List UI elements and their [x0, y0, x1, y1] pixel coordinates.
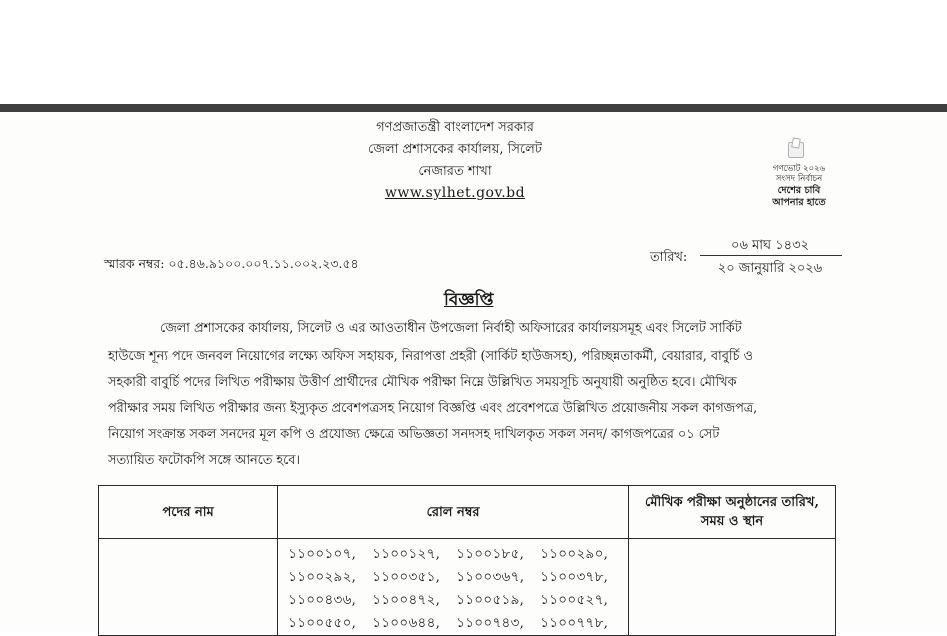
date-gregorian: ২০ জানুয়ারি ২০২৬ [717, 261, 823, 276]
body-line-2: হাউজে শূন্য পদে জনবল নিয়োগের লক্ষ্যে অফিস সহায়ক, নিরাপত্তা প্রহরী (সার্কিট হাউজসহ), পরিচ্ছন্নতাকর্মী, বেয়ারার, বাবুর্চি ও [108, 349, 753, 364]
roll-number: ১১০০৫১৯, [456, 592, 525, 608]
stamp-line-4: আপনার হাতে [772, 197, 826, 208]
roll-number: ১১০০২৯২, [288, 569, 357, 585]
post-name-cell [99, 539, 278, 636]
stamp-line-2: সংসদ নির্বাচন [775, 174, 823, 184]
header-post-name: পদের নাম [99, 486, 278, 539]
website-link[interactable]: www.sylhet.gov.bd [384, 185, 526, 201]
roll-line [288, 543, 628, 566]
roll-number: ১১০০৫২৭, [540, 592, 609, 608]
roll-table [98, 485, 836, 636]
body-line-4: পরীক্ষার সময় লিখিত পরীক্ষার জন্য ইস্যুকৃত প্রবেশপত্রসহ নিয়োগ বিজ্ঞপ্তি এবং প্রবেশপত্রে উল্লিখিত প্রয়োজনীয় সকল কাগজপত্র, [108, 401, 758, 416]
roll-number: ১১০০১৮৫, [456, 546, 525, 562]
roll-line [288, 612, 628, 635]
roll-numbers-cell [278, 539, 629, 636]
body-line-1: জেলা প্রশাসকের কার্যালয়, সিলেট ও এর আওতাধীন উপজেলা নির্বাহী অফিসারের কার্যালয়সমূহ এবং সিলেট সার্কিট [160, 321, 742, 336]
notice-title: বিজ্ঞপ্তি [444, 290, 494, 310]
header-viva-schedule [629, 486, 836, 539]
header-roll-number: রোল নম্বর [278, 486, 629, 539]
header-viva-line-1: মৌখিক পরীক্ষা অনুষ্ঠানের তারিখ, [645, 495, 819, 510]
ballot-box-icon [788, 142, 804, 158]
roll-number: ১১০০১২৭, [372, 546, 441, 562]
roll-number: ১১০০৭৭৮, [540, 615, 609, 631]
roll-line [288, 589, 628, 612]
govt-heading: গণপ্রজাতন্ত্রী বাংলাদেশ সরকার [376, 120, 534, 135]
roll-number: ১১০০১০৭, [288, 546, 357, 562]
date-bangla: ০৬ মাঘ ১৪৩২ [731, 238, 809, 253]
roll-number: ১১০০৭৪৩, [456, 615, 525, 631]
header-viva-line-2: সময় ও স্থান [700, 514, 764, 529]
browser-top-area [0, 0, 947, 104]
office-heading: জেলা প্রশাসকের কার্যালয়, সিলেট [368, 142, 542, 157]
roll-number: ১১০০৩৭৮, [540, 569, 609, 585]
memo-number: স্মারক নম্বর: ০৫.৪৬.৯১০০.০০৭.১১.০০২.২৩.৫৪ [104, 256, 359, 271]
roll-number: ১১০০৪৭২, [372, 592, 441, 608]
body-line-6: সত্যায়িত ফটোকপি সঙ্গে আনতে হবে। [108, 453, 300, 468]
stamp-line-1: গণভোট ২০২৬ [772, 164, 826, 174]
stamp-line-3: দেশের চাবি [777, 185, 821, 196]
viva-schedule-cell [629, 539, 836, 636]
viewer-toolbar-divider [0, 104, 947, 112]
date-divider [700, 255, 842, 256]
branch-heading: নেজারত শাখা [418, 164, 492, 179]
roll-number: ১১০০৩৬৭, [456, 569, 525, 585]
date-label: তারিখ: [650, 250, 688, 265]
roll-number: ১১০০৩৫১, [372, 569, 441, 585]
roll-number: ১১০০২৯০, [540, 546, 609, 562]
body-line-5: নিয়োগ সংক্রান্ত সকল সনদের মূল কপি ও প্রযোজ্য ক্ষেত্রে অভিজ্ঞতা সনদসহ দাখিলকৃত সকল সনদ/ কাগজপত্রের ০১ সেট [108, 427, 720, 442]
roll-number: ১১০০৫৫০, [288, 615, 357, 631]
body-line-3: সহকারী বাবুর্চি পদের লিখিত পরীক্ষায় উত্তীর্ণ প্রার্থীদের মৌখিক পরীক্ষা নিম্নে উল্লিখিত সময়সূচি অনুযায়ী অনুষ্ঠিত হবে। মৌখিক [108, 375, 737, 390]
table-header-row [99, 486, 836, 539]
roll-number: ১১০০৪৩৬, [288, 592, 357, 608]
roll-number: ১১০০৬৪৪, [372, 615, 441, 631]
roll-line [288, 566, 628, 589]
table-row [99, 539, 836, 636]
